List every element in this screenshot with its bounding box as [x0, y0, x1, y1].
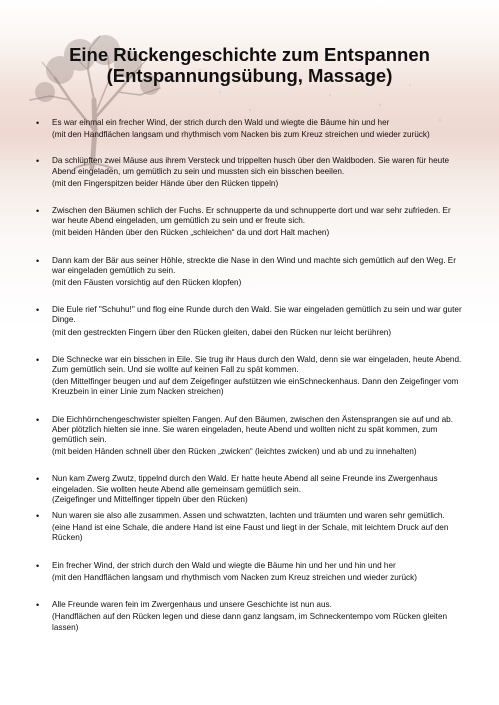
story-text: Ein frecher Wind, der strich durch den Wald und wiegte die Bäume hin und her und hin und her	[52, 560, 396, 570]
list-item	[36, 600, 466, 633]
story-text: Da schlüpften zwei Mäuse aus ihrem Versteck und trippelten husch über den Waldboden. Sie waren für heute Abend eingeladen, um gemütlich zu sein und mussten sich ein bisschen beeilen.	[52, 156, 450, 176]
story-text: Alle Freunde waren fein im Zwergenhaus und unsere Geschichte ist nun aus.	[52, 600, 332, 610]
list-item	[36, 355, 466, 398]
story-text: Die Eichhörnchengeschwister spielten Fangen. Auf den Bäumen, zwischen den Ästensprangen sie auf und ab. Aber plötzlich hielten sie inne. Sie waren eingeladen, heute Abend und wollten nicht zu spät kommen, zum gemütlich sein.	[52, 414, 453, 445]
title-line-1: Eine Rückengeschichte zum Entspannen	[69, 44, 430, 65]
bullet-icon: •	[36, 206, 40, 217]
massage-instruction: (mit den Handflächen langsam und rhythmisch vom Nacken zum Kreuz streichen und wieder zurück)	[52, 572, 417, 582]
story-text: Die Schnecke war ein bisschen in Eile. Sie trug ihr Haus durch den Wald, denn sie war eingeladen, heute Abend. Zum gemütlich sein. Und sie wollte auf keinen Fall zu spät kommen.	[52, 354, 462, 375]
story-text: Nun waren sie also alle zusammen. Assen und schwatzten, lachten und träumten und waren sehr gemütlich.	[52, 511, 445, 521]
massage-instruction: (mit den Fäusten vorsichtig auf den Rücken klopfen)	[52, 278, 242, 288]
document-title	[0, 44, 499, 86]
story-list	[36, 118, 466, 633]
list-item	[36, 511, 466, 544]
title-line-2: (Entspannungsübung, Massage)	[106, 65, 393, 86]
massage-instruction: (eine Hand ist eine Schale, die andere Hand ist eine Faust und liegt in der Schale, mit leichtem Druck auf den Rücken)	[52, 523, 449, 543]
list-item	[36, 561, 466, 583]
bullet-icon: •	[36, 305, 40, 316]
list-item	[36, 305, 466, 338]
list-item	[36, 206, 466, 239]
story-text: Die Eule rief "Schuhu!" und flog eine Runde durch den Wald. Sie war eingeladen gemütlich zu sein und war guter Dinge.	[52, 305, 462, 325]
massage-instruction: (Zeigefinger und Mittelfinger tippeln über den Rücken)	[52, 494, 248, 504]
bullet-icon: •	[36, 474, 40, 485]
story-text: Nun kam Zwerg Zwutz, tippelnd durch den Wald. Er hatte heute Abend all seine Freunde ins Zwergenhaus eingeladen. Sie wollten heute Abend alle gemeinsam gemütlich sein.	[52, 474, 438, 494]
bullet-icon: •	[36, 255, 40, 266]
bullet-icon: •	[36, 118, 40, 128]
list-item	[36, 474, 466, 505]
list-item	[36, 415, 466, 458]
list-item	[36, 156, 466, 189]
massage-instruction: (mit den Handflächen langsam und rhythmisch vom Nacken bis zum Kreuz streichen und wieder zurück)	[52, 130, 430, 140]
bullet-icon: •	[36, 511, 40, 522]
bullet-icon: •	[36, 414, 40, 425]
bullet-icon: •	[36, 354, 40, 365]
massage-instruction: (den Mittelfinger beugen und auf dem Zeigefinger aufstützen wie einSchneckenhaus. Dann den Zeigefinger vom Kreuzbein in einer Linie zum Nacken streichen)	[52, 377, 459, 397]
massage-instruction: (Handflächen auf den Rücken legen und diese dann ganz langsam, im Schneckentempo vom Rücken gleiten lassen)	[52, 612, 448, 632]
massage-instruction: (mit beiden Händen schnell über den Rücken „zwicken“ (leichtes zwicken) und ab und zu innehalten)	[52, 447, 417, 457]
massage-instruction: (mit den gestreckten Fingern über den Rücken gleiten, dabei den Rücken nur leicht berühren)	[52, 327, 392, 337]
story-text: Zwischen den Bäumen schlich der Fuchs. Er schnupperte da und schnupperte dort und war sehr zufrieden. Er war heute Abend eingeladen, um gemütlich zu sein und er freute sich.	[52, 206, 451, 226]
list-item	[36, 256, 466, 289]
bullet-icon: •	[36, 156, 40, 167]
massage-instruction: (mit beiden Händen über den Rücken „schleichen“ da und dort Halt machen)	[52, 228, 330, 238]
story-text: Dann kam der Bär aus seiner Höhle, streckte die Nase in den Wind und machte sich gemütlich auf den Weg. Er war eingeladen gemütlich zu sein.	[52, 255, 456, 275]
bullet-icon: •	[36, 560, 40, 571]
list-item	[36, 118, 466, 140]
story-text: Es war einmal ein frecher Wind, der strich durch den Wald und wiegte die Bäume hin und her	[52, 118, 390, 127]
massage-instruction: (mit den Fingerspitzen beider Hände über den Rücken tippeln)	[52, 178, 279, 188]
bullet-icon: •	[36, 600, 40, 611]
